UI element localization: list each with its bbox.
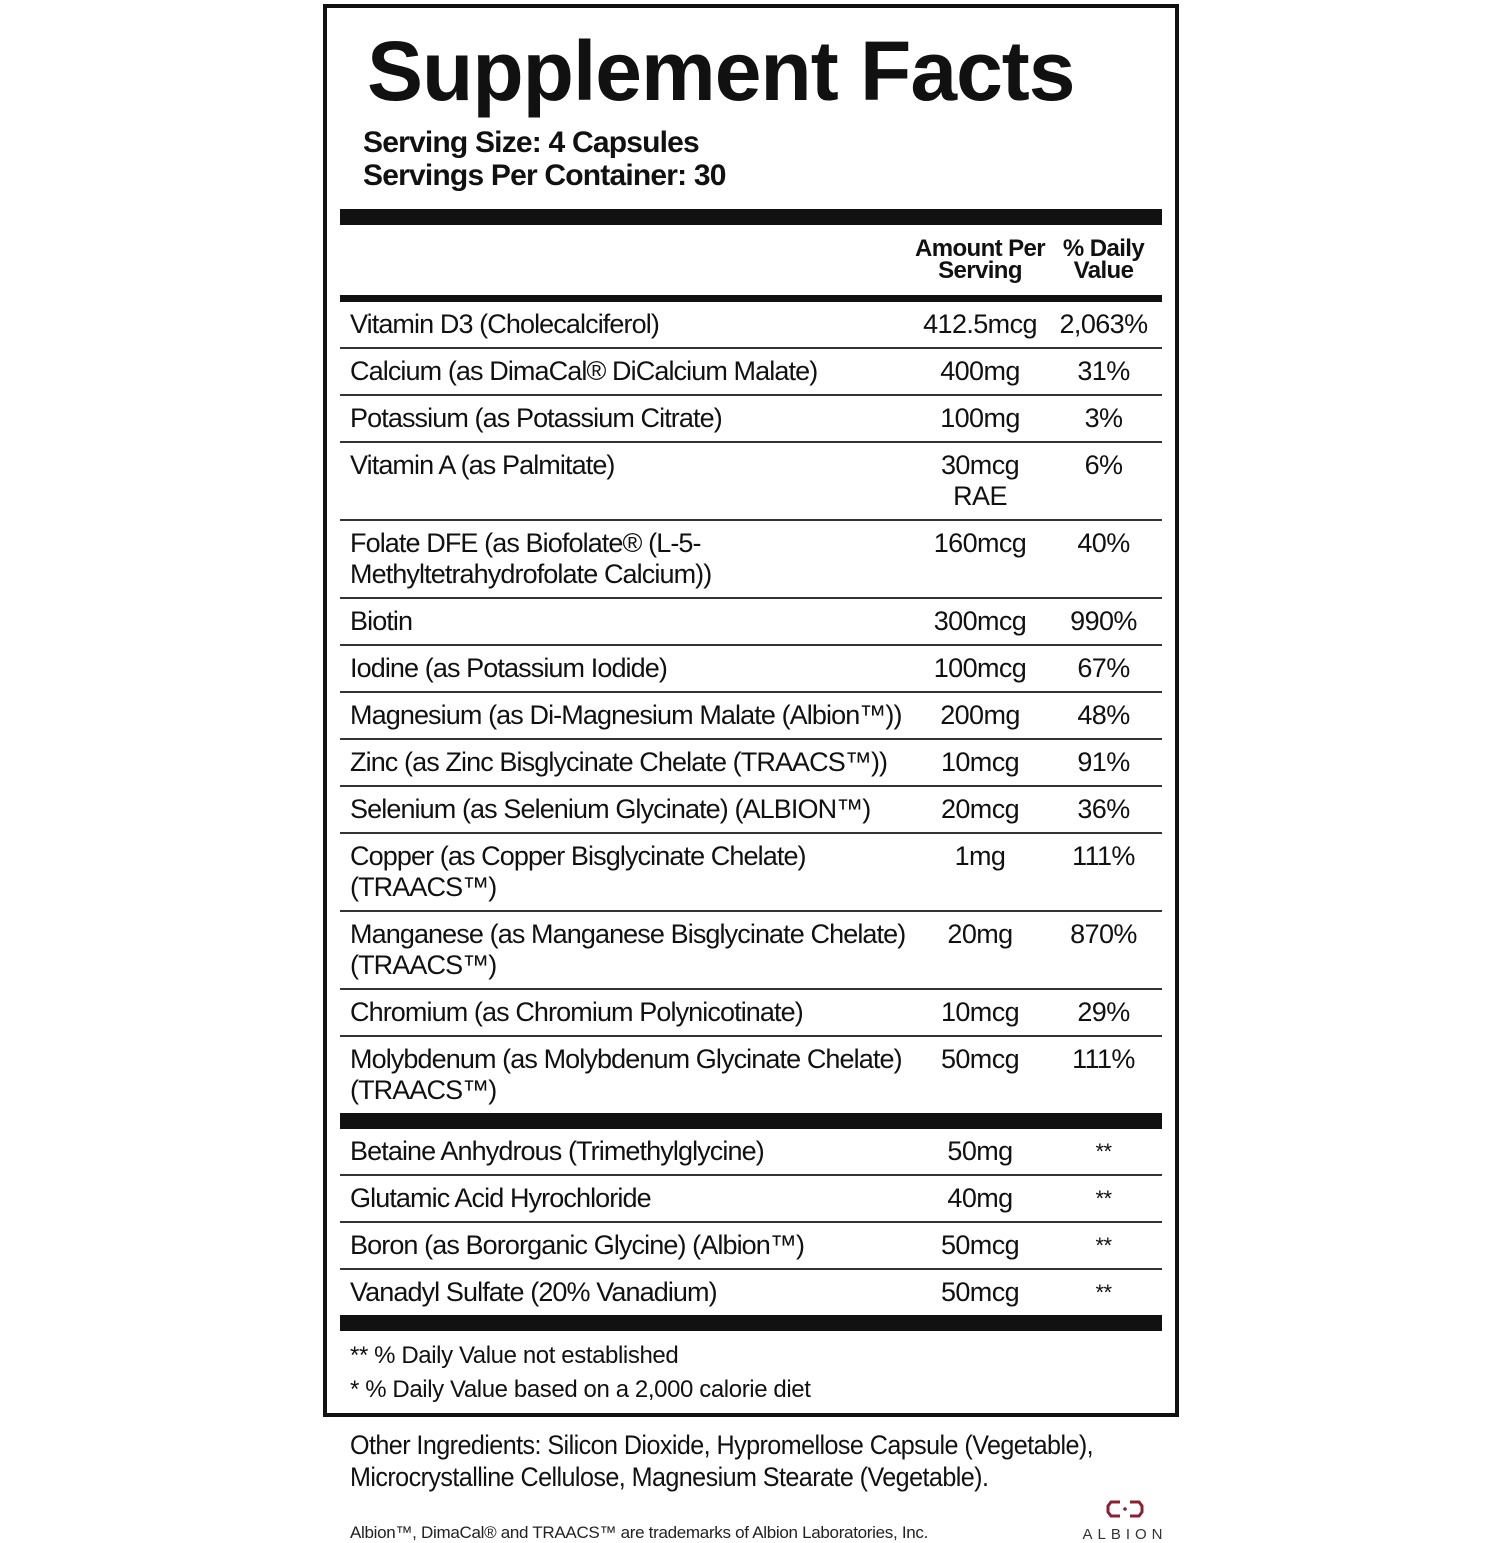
table-row	[340, 740, 1162, 787]
footnote: * % Daily Value based on a 2,000 calorie diet	[350, 1376, 811, 1403]
bottom-row	[350, 1499, 1175, 1543]
nutrient-name: Manganese (as Manganese Bisglycinate Chelate) (TRAACS™)	[350, 919, 906, 980]
other-ingredients: Other Ingredients: Silicon Dioxide, Hypromellose Capsule (Vegetable), Microcrystalline Cellulose, Magnesium Stearate (Vegetable).	[350, 1430, 1094, 1492]
nutrient-amount: 10mcg	[940, 997, 1020, 1027]
nutrient-amount: 20mg	[947, 919, 1013, 949]
nutrient-dv: 91%	[1077, 747, 1130, 777]
footnote: ** % Daily Value not established	[350, 1342, 679, 1369]
nutrient-dv: **	[1095, 1280, 1112, 1305]
nutrient-name: Folate DFE (as Biofolate® (L-5-Methyltetrahydrofolate Calcium))	[350, 528, 712, 589]
nutrient-dv: 990%	[1070, 606, 1137, 636]
divider-thick	[340, 209, 1162, 225]
serving-size: Serving Size: 4 Capsules	[363, 126, 699, 159]
table-row	[340, 990, 1162, 1037]
dv-header: % Daily Value	[1062, 235, 1145, 284]
nutrient-dv: 31%	[1077, 356, 1130, 386]
table-row	[340, 302, 1162, 349]
nutrient-dv: 36%	[1077, 794, 1130, 824]
nutrient-name: Calcium (as DimaCal® DiCalcium Malate)	[350, 356, 818, 386]
nutrient-name: Vitamin D3 (Cholecalciferol)	[350, 309, 659, 339]
nutrient-dv: 40%	[1077, 528, 1130, 558]
table-row	[340, 1037, 1162, 1113]
nutrient-amount: 1mg	[954, 841, 1006, 871]
logo-text: ALBION	[1082, 1526, 1168, 1543]
albion-logo-icon	[1105, 1499, 1145, 1519]
nutrient-name: Glutamic Acid Hyrochloride	[350, 1183, 651, 1213]
table-row	[340, 912, 1162, 990]
nutrient-amount: 300mcg	[933, 606, 1027, 636]
label-wrapper	[323, 4, 1179, 1543]
divider-medium	[340, 295, 1162, 302]
table-row	[340, 1270, 1162, 1315]
nutrient-amount: 100mcg	[933, 653, 1027, 683]
nutrient-amount: 400mg	[940, 356, 1020, 386]
other-ingredients-box	[350, 1429, 1180, 1495]
albion-logo	[1075, 1499, 1175, 1543]
nutrient-dv: 3%	[1084, 403, 1123, 433]
nutrient-amount: 160mcg	[933, 528, 1027, 558]
table-row	[340, 787, 1162, 834]
nutrient-name: Betaine Anhydrous (Trimethylglycine)	[350, 1136, 764, 1166]
nutrient-dv: 111%	[1072, 1044, 1135, 1074]
supplement-facts-panel	[323, 4, 1179, 1417]
table-row	[340, 1129, 1162, 1176]
nutrient-amount: 10mcg	[940, 747, 1020, 777]
nutrient-name: Copper (as Copper Bisglycinate Chelate) (TRAACS™)	[350, 841, 806, 902]
table-row	[340, 521, 1162, 599]
nutrient-amount: 412.5mcg	[923, 309, 1037, 339]
table-row	[340, 396, 1162, 443]
nutrient-dv: 67%	[1077, 653, 1130, 683]
nutrient-name: Zinc (as Zinc Bisglycinate Chelate (TRAACS™))	[350, 747, 888, 777]
nutrient-name: Selenium (as Selenium Glycinate) (ALBION™)	[350, 794, 871, 824]
nutrient-dv: 48%	[1077, 700, 1130, 730]
nutrient-list	[340, 302, 1162, 1113]
footnotes	[340, 1331, 1162, 1407]
nutrient-name: Iodine (as Potassium Iodide)	[350, 653, 667, 683]
nutrient-dv: 870%	[1070, 919, 1137, 949]
nutrient-dv: **	[1095, 1139, 1112, 1164]
nutrient-name: Chromium (as Chromium Polynicotinate)	[350, 997, 803, 1027]
nutrient-amount: 200mg	[940, 700, 1020, 730]
nutrient-amount: 50mcg	[940, 1277, 1020, 1307]
nutrient-dv: **	[1095, 1233, 1112, 1258]
nutrient-name: Magnesium (as Di-Magnesium Malate (Albion™))	[350, 700, 902, 730]
nutrient-name: Vanadyl Sulfate (20% Vanadium)	[350, 1277, 717, 1307]
nutrient-dv: 29%	[1077, 997, 1130, 1027]
nutrient-amount: 20mcg	[940, 794, 1020, 824]
nutrient-amount: 30mcg RAE	[940, 450, 1020, 511]
nutrient-amount: 100mg	[940, 403, 1020, 433]
nutrient-name: Biotin	[350, 606, 413, 636]
nutrient-amount: 40mg	[947, 1183, 1013, 1213]
servings-per-container: Servings Per Container: 30	[363, 159, 726, 192]
divider-thick	[340, 1113, 1162, 1129]
table-row	[340, 443, 1162, 521]
nutrient-dv: 2,063%	[1059, 309, 1148, 339]
table-row	[340, 599, 1162, 646]
amount-header: Amount Per Serving	[915, 235, 1046, 284]
serving-info	[327, 116, 1175, 192]
nutrient-amount: 50mg	[947, 1136, 1013, 1166]
nutrient-dv: 6%	[1084, 450, 1123, 480]
nutrient-dv: 111%	[1072, 841, 1135, 871]
table-row	[340, 1176, 1162, 1223]
page-title: Supplement Facts	[367, 24, 1075, 118]
trademark-notice: Albion™, DimaCal® and TRAACS™ are trademarks of Albion Laboratories, Inc.	[350, 1523, 929, 1542]
nutrient-name: Boron (as Bororganic Glycine) (Albion™)	[350, 1230, 805, 1260]
table-header	[340, 225, 1162, 295]
divider-thick	[340, 1315, 1162, 1331]
nutrient-name: Vitamin A (as Palmitate)	[350, 450, 615, 480]
nutrient-name: Potassium (as Potassium Citrate)	[350, 403, 722, 433]
table-row	[340, 693, 1162, 740]
nutrient-amount: 50mcg	[940, 1230, 1020, 1260]
nutrient-name: Molybdenum (as Molybdenum Glycinate Chelate) (TRAACS™)	[350, 1044, 902, 1105]
other-nutrient-list	[340, 1129, 1162, 1315]
table-row	[340, 349, 1162, 396]
nutrient-dv: **	[1095, 1186, 1112, 1211]
nutrient-amount: 50mcg	[940, 1044, 1020, 1074]
table-row	[340, 834, 1162, 912]
table-row	[340, 1223, 1162, 1270]
table-row	[340, 646, 1162, 693]
